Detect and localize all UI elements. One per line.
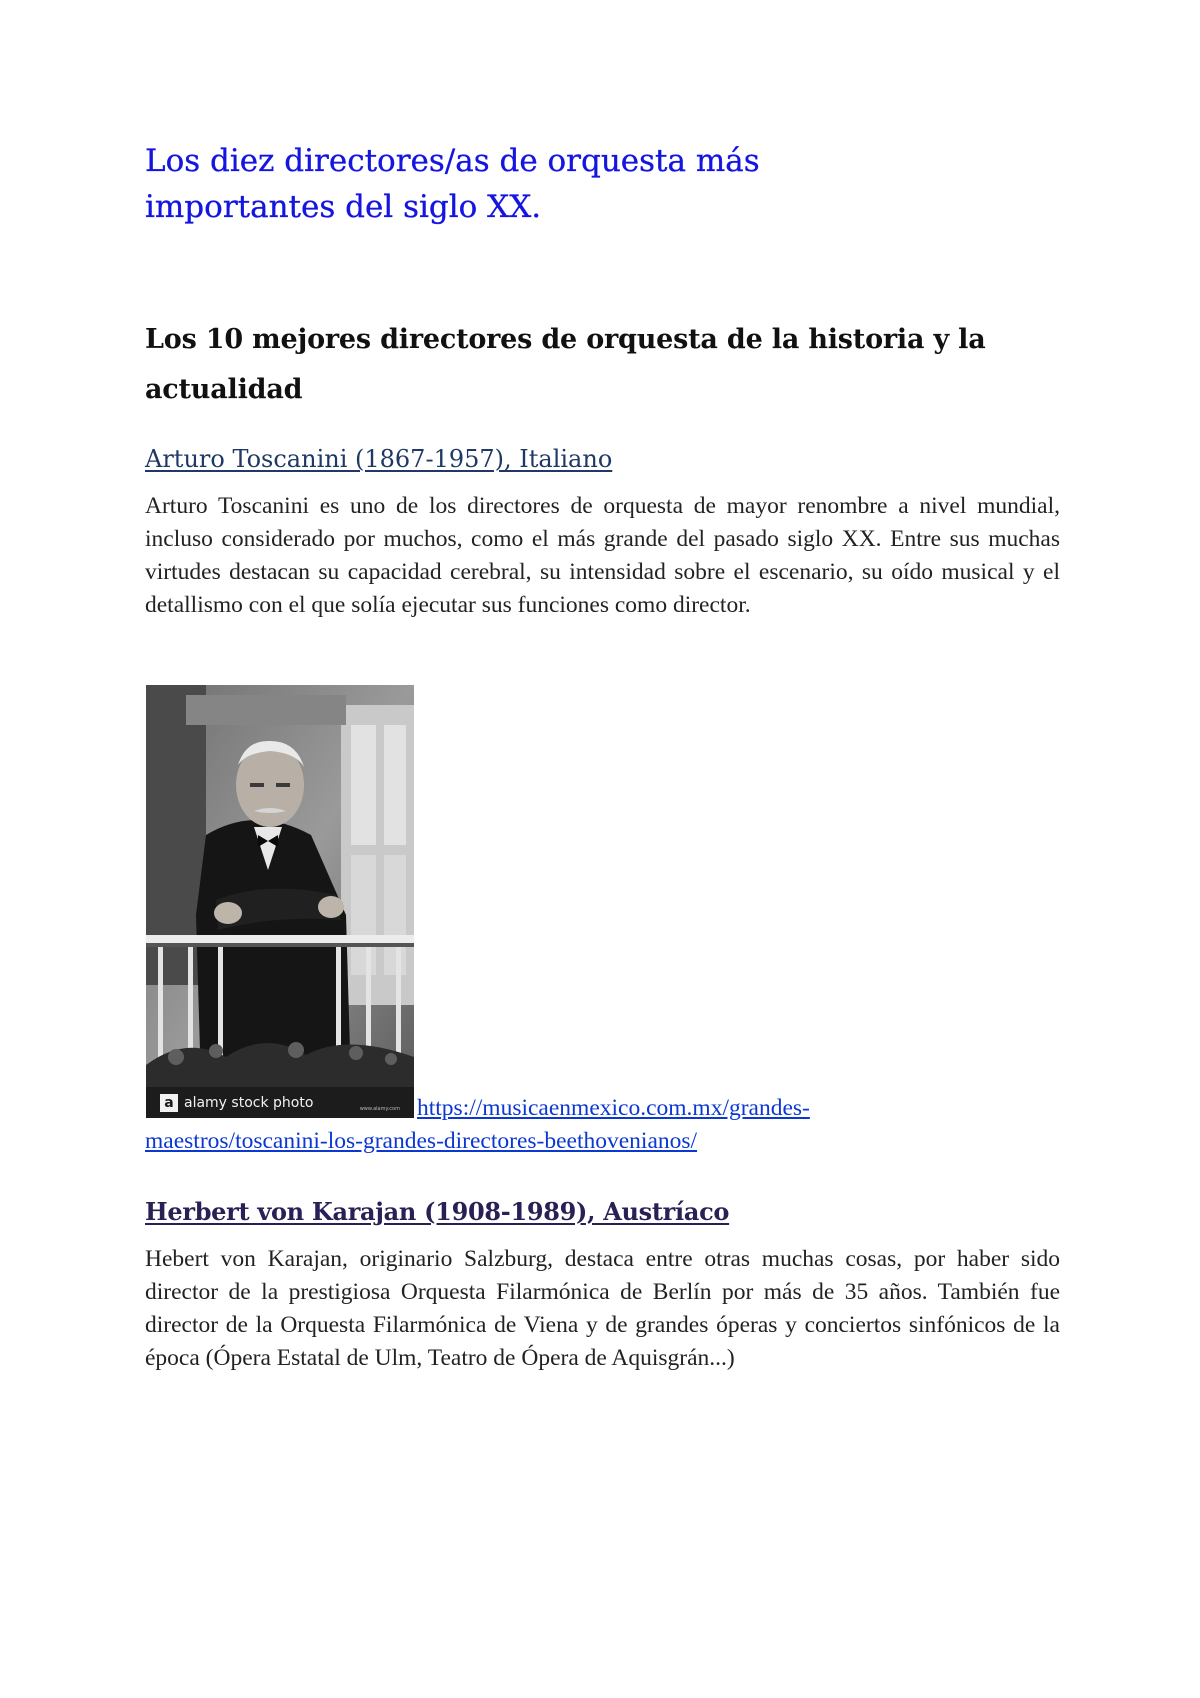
section-heading-toscanini: Arturo Toscanini (1867-1957), Italiano	[145, 445, 613, 473]
photo-watermark-text: alamy stock photo	[184, 1095, 314, 1111]
section-body-toscanini: Arturo Toscanini es uno de los directores de orquesta de mayor renombre a nivel mundial, incluso considerado por muchos, como el más grande del pasado siglo XX. Entre sus muchas virtudes destacan su capacidad cerebral, su intensidad sobre el escenario, su oído musical y el detallismo con el que solía ejecutar sus funciones como director.	[145, 493, 1060, 618]
section-heading-karajan: Herbert von Karajan (1908-1989), Austríaco	[145, 1197, 730, 1226]
toscanini-photo	[146, 685, 414, 1118]
toscanini-photo-illustration	[146, 685, 414, 1118]
source-link-part-1[interactable]: https://musicaenmexico.com.mx/grandes-	[417, 1095, 810, 1121]
source-link-paragraph	[145, 1092, 1065, 1158]
source-link-part-2[interactable]: maestros/toscanini-los-grandes-directores-beethovenianos/	[145, 1128, 698, 1154]
alamy-logo-icon: a	[160, 1094, 178, 1112]
section-body-karajan: Hebert von Karajan, originario Salzburg, destaca entre otras muchas cosas, por haber sido director de la prestigiosa Orquesta Filarmónica de Berlín por más de 35 años. También fue director de la Orquesta Filarmónica de Viena y de grandes óperas y conciertos sinfónicos de la época (Ópera Estatal de Ulm, Teatro de Ópera de Aquisgrán...)	[145, 1246, 1060, 1371]
document-title: Los diez directores/as de orquesta más importantes del siglo XX.	[145, 143, 760, 225]
document-subtitle: Los 10 mejores directores de orquesta de la historia y la actualidad	[145, 324, 986, 405]
photo-stock-id: www.alamy.com	[359, 1106, 400, 1112]
